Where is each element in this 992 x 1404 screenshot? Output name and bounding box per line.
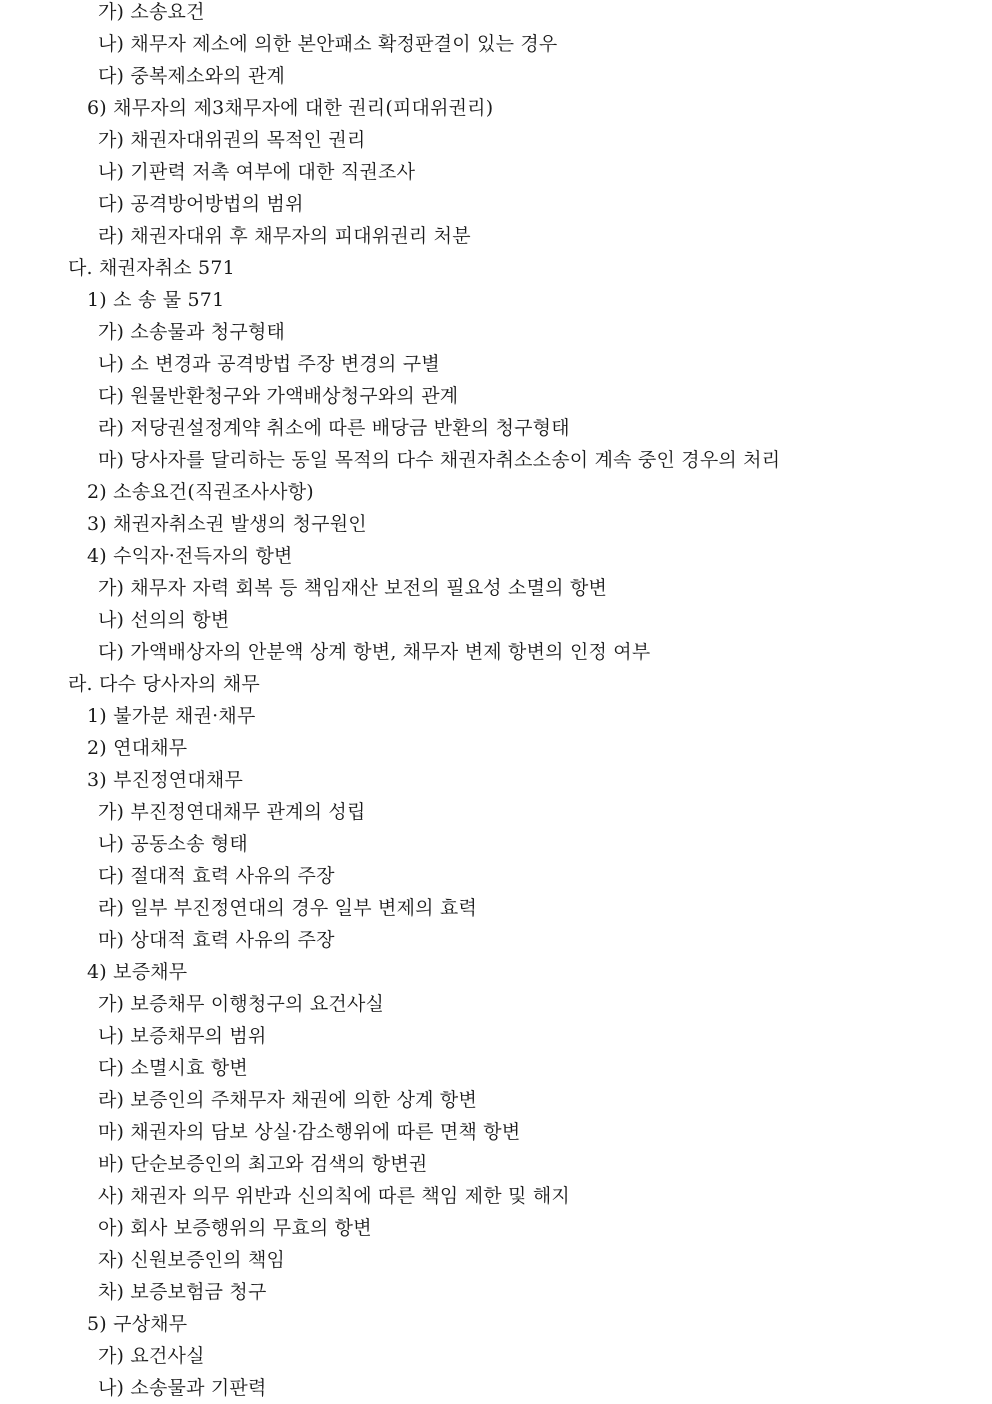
toc-item: 나) 공동소송 형태 (98, 833, 248, 855)
toc-item: 사) 채권자 의무 위반과 신의칙에 따른 책임 제한 및 해지 (98, 1185, 570, 1207)
toc-item: 마) 상대적 효력 사유의 주장 (98, 929, 335, 951)
toc-item: 가) 요건사실 (98, 1345, 205, 1367)
subsection-item: 3) 부진정연대채무 (87, 769, 244, 791)
toc-item: 자) 신원보증인의 책임 (98, 1249, 286, 1271)
toc-item: 다) 중복제소와의 관계 (98, 65, 286, 87)
subsection-item: 5) 구상채무 (87, 1313, 188, 1335)
toc-item: 다) 가액배상자의 안분액 상계 항변, 채무자 변제 항변의 인정 여부 (98, 641, 651, 663)
toc-item: 나) 소송물과 기판력 (98, 1377, 267, 1399)
toc-item: 라) 일부 부진정연대의 경우 일부 변제의 효력 (98, 897, 478, 919)
toc-item: 나) 보증채무의 범위 (98, 1025, 267, 1047)
subsection-item: 4) 보증채무 (87, 961, 188, 983)
toc-item: 다) 공격방어방법의 범위 (98, 193, 304, 215)
toc-item: 다) 원물반환청구와 가액배상청구와의 관계 (98, 385, 459, 407)
toc-item: 가) 채무자 자력 회복 등 책임재산 보전의 필요성 소멸의 항변 (98, 577, 608, 599)
toc-item: 나) 기판력 저촉 여부에 대한 직권조사 (98, 161, 416, 183)
toc-item: 마) 당사자를 달리하는 동일 목적의 다수 채권자취소소송이 계속 중인 경우의 처리 (98, 449, 781, 471)
subsection-item: 3) 채권자취소권 발생의 청구원인 (87, 513, 367, 535)
toc-item: 가) 소송물과 청구형태 (98, 321, 286, 343)
subsection-item: 1) 불가분 채권·채무 (87, 705, 256, 727)
toc-item: 가) 보증채무 이행청구의 요건사실 (98, 993, 385, 1015)
toc-item: 나) 채무자 제소에 의한 본안패소 확정판결이 있는 경우 (98, 33, 558, 55)
toc-item: 아) 회사 보증행위의 무효의 항변 (98, 1217, 372, 1239)
toc-item: 가) 부진정연대채무 관계의 성립 (98, 801, 366, 823)
toc-item: 나) 소 변경과 공격방법 주장 변경의 구별 (98, 353, 440, 375)
toc-item: 가) 소송요건 (98, 1, 205, 23)
subsection-item: 6) 채무자의 제3채무자에 대한 권리(피대위권리) (87, 97, 494, 119)
toc-item: 바) 단순보증인의 최고와 검색의 항변권 (98, 1153, 428, 1175)
subsection-item: 2) 연대채무 (87, 737, 188, 759)
toc-item: 차) 보증보험금 청구 (98, 1281, 267, 1303)
subsection-item: 1) 소 송 물 571 (87, 289, 225, 311)
section-heading: 다. 채권자취소 571 (68, 257, 235, 279)
toc-item: 라) 보증인의 주채무자 채권에 의한 상계 항변 (98, 1089, 478, 1111)
subsection-item: 2) 소송요건(직권조사사항) (87, 481, 314, 503)
toc-item: 다) 소멸시효 항변 (98, 1057, 248, 1079)
toc-item: 나) 선의의 항변 (98, 609, 230, 631)
toc-item: 라) 채권자대위 후 채무자의 피대위권리 처분 (98, 225, 471, 247)
toc-item: 라) 저당권설정계약 취소에 따른 배당금 반환의 청구형태 (98, 417, 570, 439)
toc-item: 가) 채권자대위권의 목적인 권리 (98, 129, 366, 151)
section-heading: 라. 다수 당사자의 채무 (68, 673, 260, 695)
subsection-item: 4) 수익자·전득자의 항변 (87, 545, 293, 567)
toc-item: 다) 절대적 효력 사유의 주장 (98, 865, 335, 887)
toc-item: 마) 채권자의 담보 상실·감소행위에 따른 면책 항변 (98, 1121, 521, 1143)
